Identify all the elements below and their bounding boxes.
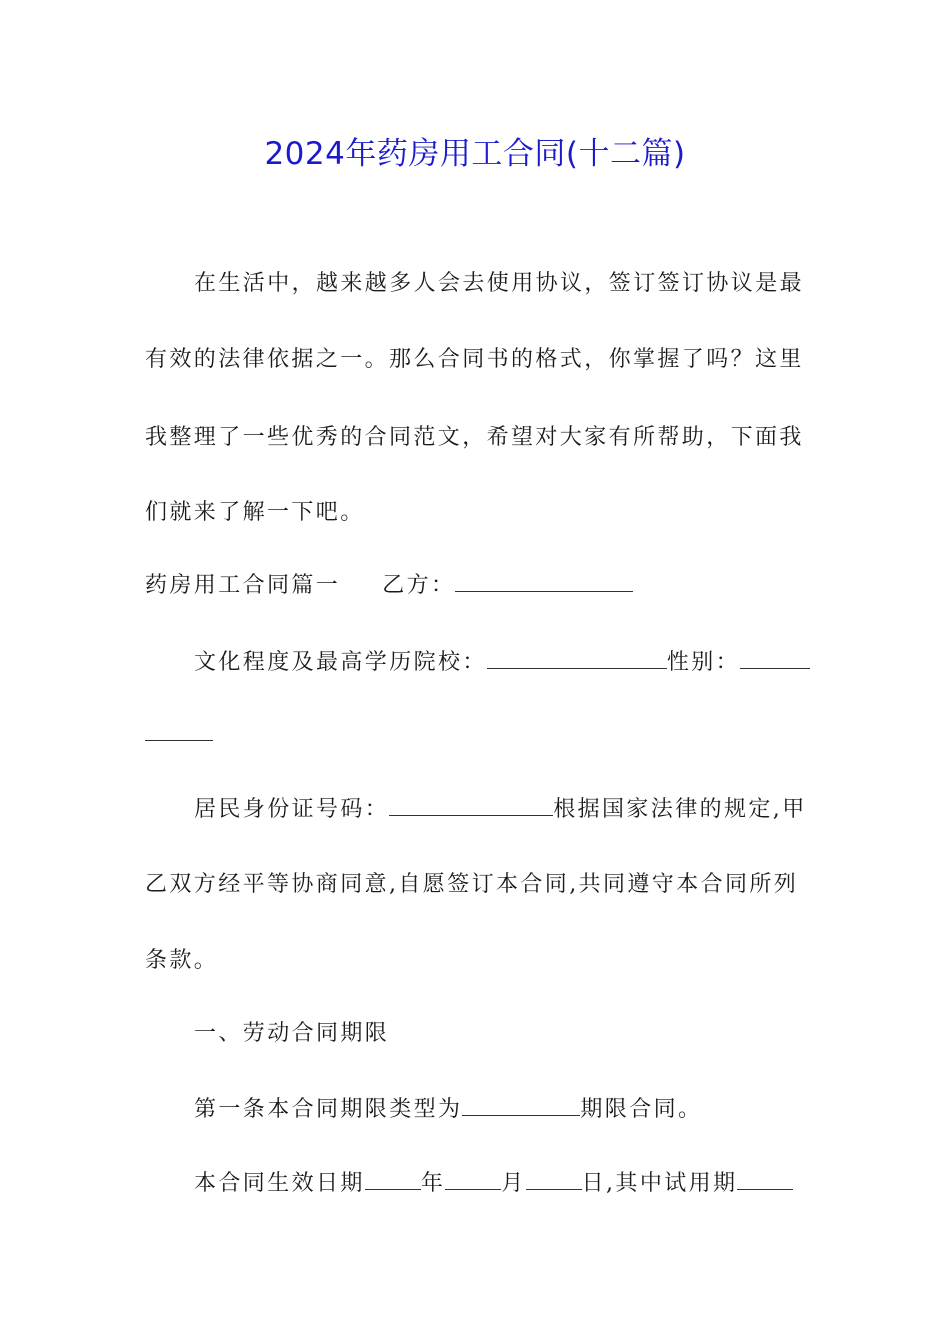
- effective-date-line: [194, 1169, 807, 1198]
- section-heading-line: [145, 571, 807, 600]
- education-line: [194, 648, 807, 677]
- article-one-suffix: 期限合同。: [580, 1097, 703, 1122]
- intro-line-1: 在生活中，越来越多人会去使用协议，签订签订协议是最: [194, 271, 805, 296]
- month-blank[interactable]: [445, 1169, 501, 1190]
- education-label: 文化程度及最高学历院校：: [194, 650, 487, 675]
- gender-blank[interactable]: [740, 648, 810, 669]
- year-blank[interactable]: [365, 1169, 421, 1190]
- agreement-line-2: 乙双方经平等协商同意,自愿签订本合同,共同遵守本合同所列: [145, 872, 799, 897]
- id-line: [194, 795, 807, 824]
- intro-line-4: 们就来了解一下吧。: [145, 500, 365, 525]
- id-number-blank[interactable]: [389, 795, 553, 816]
- month-label: 月: [501, 1171, 526, 1196]
- gender-blank-continued[interactable]: [145, 720, 213, 741]
- year-label: 年: [420, 1171, 446, 1196]
- probation-blank[interactable]: [737, 1169, 793, 1190]
- agreement-line-3: 条款。: [145, 948, 219, 973]
- gender-label: 性别：: [666, 650, 741, 675]
- id-tail: 根据国家法律的规定,甲: [553, 797, 807, 822]
- education-blank[interactable]: [487, 648, 667, 669]
- contract-type-blank[interactable]: [462, 1095, 580, 1116]
- section-heading: 药房用工合同篇一: [145, 573, 341, 598]
- party-b-blank[interactable]: [455, 571, 633, 592]
- intro-line-2: 有效的法律依据之一。那么合同书的格式，你掌握了吗？这里: [145, 347, 804, 372]
- document-title: 2024年药房用工合同(十二篇): [264, 136, 686, 172]
- article-one-line: [194, 1095, 807, 1124]
- intro-line-3: 我整理了一些优秀的合同范文，希望对大家有所帮助，下面我: [145, 425, 804, 450]
- party-b-label: 乙方：: [382, 573, 456, 598]
- day-blank[interactable]: [526, 1169, 582, 1190]
- effective-label: 本合同生效日期: [194, 1171, 365, 1196]
- day-label: 日,其中试用期: [581, 1171, 738, 1196]
- gender-blank-continued-line: [145, 720, 807, 749]
- chapter-one-heading: 一、劳动合同期限: [194, 1021, 390, 1046]
- article-one-text: 第一条本合同期限类型为: [194, 1097, 463, 1122]
- id-label: 居民身份证号码：: [194, 797, 390, 822]
